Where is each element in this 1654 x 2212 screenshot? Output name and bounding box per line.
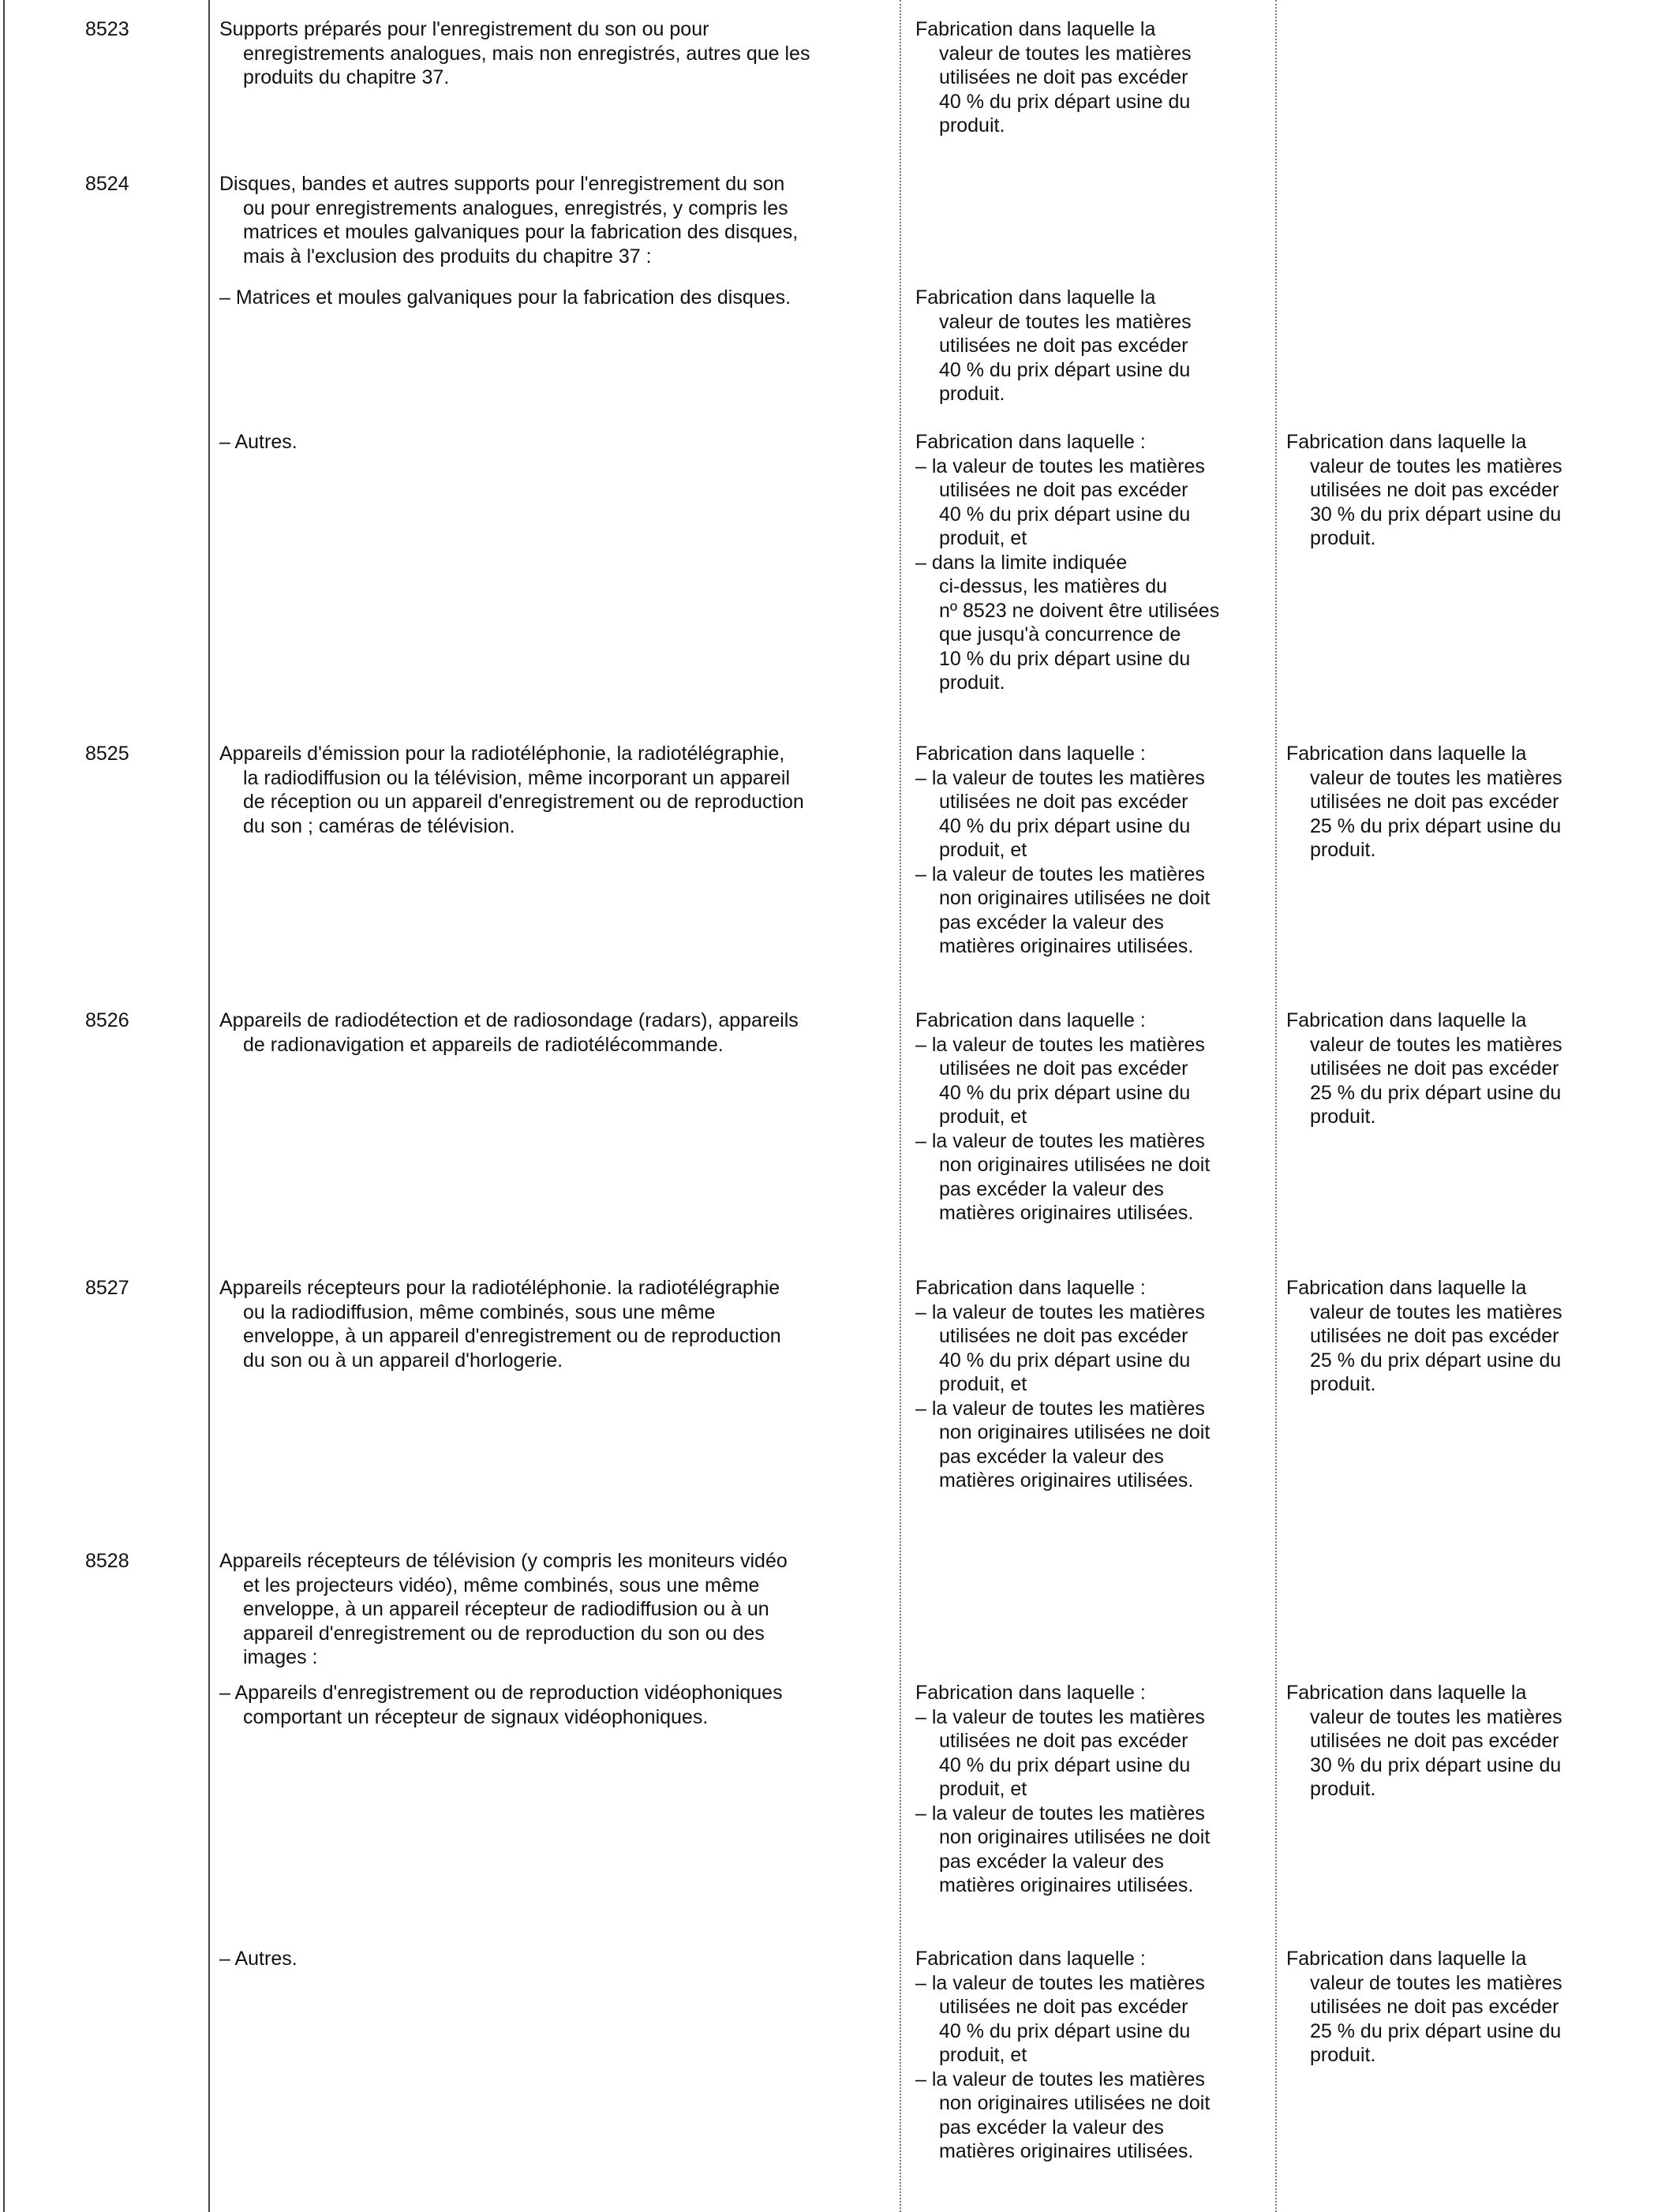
product-description-line: enveloppe, à un appareil récepteur de radiodiffusion ou à un xyxy=(243,1598,769,1620)
rule-column-3-line: non originaires utilisées ne doit xyxy=(939,1154,1211,1176)
rule-column-4-line: 25 % du prix départ usine du xyxy=(1310,1081,1562,1104)
rule-column-3-line: valeur de toutes les matières xyxy=(939,42,1192,65)
rule-column-3-line: produit. xyxy=(939,672,1005,694)
product-description-line: – Matrices et moules galvaniques pour la fabrication des disques. xyxy=(219,286,791,309)
rule-column-3-line: produit, et xyxy=(939,839,1027,861)
column-rule-2 xyxy=(900,0,901,2212)
rule-column-3-line: 40 % du prix départ usine du xyxy=(939,814,1191,837)
product-description-line: – Appareils d'enregistrement ou de reproduction vidéophoniques xyxy=(219,1682,783,1704)
rule-column-4-line: valeur de toutes les matières xyxy=(1310,1033,1562,1056)
rule-column-4-line: utilisées ne doit pas excéder xyxy=(1310,1057,1559,1080)
rule-column-3-line: utilisées ne doit pas excéder xyxy=(939,1996,1188,2018)
rule-column-3-line: – la valeur de toutes les matières xyxy=(915,1397,1205,1420)
rule-column-3-line: matières originaires utilisées. xyxy=(939,1469,1194,1492)
rule-column-4-line: 30 % du prix départ usine du xyxy=(1310,1754,1562,1776)
rule-column-3-line: produit, et xyxy=(939,1373,1027,1395)
rule-column-3-line: matières originaires utilisées. xyxy=(939,2140,1194,2162)
rule-column-3-line: pas excéder la valeur des xyxy=(939,2116,1164,2139)
product-description-line: Appareils d'émission pour la radiotéléphonie, la radiotélégraphie, xyxy=(219,743,785,765)
product-description-line: la radiodiffusion ou la télévision, même incorporant un appareil xyxy=(243,766,791,789)
rule-column-3-line: – la valeur de toutes les matières xyxy=(915,766,1205,789)
rule-column-3-line: produit, et xyxy=(939,1778,1027,1800)
product-description-line: mais à l'exclusion des produits du chapitre 37 : xyxy=(243,245,652,268)
rule-column-3-line: – la valeur de toutes les matières xyxy=(915,1301,1205,1323)
rule-column-3-line: non originaires utilisées ne doit xyxy=(939,2092,1211,2114)
rule-column-4-line: 25 % du prix départ usine du xyxy=(1310,2019,1562,2042)
rule-column-3-line: produit. xyxy=(939,114,1005,137)
rule-column-3-line: 40 % du prix départ usine du xyxy=(939,90,1191,113)
rule-column-3-line: 40 % du prix départ usine du xyxy=(939,358,1191,381)
product-description-line: ou pour enregistrements analogues, enregistrés, y compris les xyxy=(243,196,788,219)
rule-column-4-line: utilisées ne doit pas excéder xyxy=(1310,479,1559,501)
product-description-line: du son ; caméras de télévision. xyxy=(243,814,515,837)
rule-column-4-line: utilisées ne doit pas excéder xyxy=(1310,1996,1559,2018)
rule-column-3-line: produit, et xyxy=(939,2044,1027,2066)
product-description-line: de réception ou un appareil d'enregistrement ou de reproduction xyxy=(243,791,804,813)
rule-column-3-line: – la valeur de toutes les matières xyxy=(915,1705,1205,1728)
heading-code: 8527 xyxy=(85,1277,129,1299)
rule-column-4-line: 25 % du prix départ usine du xyxy=(1310,1349,1562,1372)
rule-column-4-line: Fabrication dans laquelle la xyxy=(1286,1682,1527,1704)
rule-column-3-line: – la valeur de toutes les matières xyxy=(915,1129,1205,1152)
product-description-line: images : xyxy=(243,1646,318,1668)
rule-column-3-line: Fabrication dans laquelle : xyxy=(915,1682,1146,1704)
rule-column-3-line: Fabrication dans laquelle la xyxy=(915,286,1156,309)
rule-column-4-line: 25 % du prix départ usine du xyxy=(1310,814,1562,837)
rule-column-3-line: Fabrication dans laquelle : xyxy=(915,431,1146,453)
product-description-line: ou la radiodiffusion, même combinés, sous une même xyxy=(243,1301,716,1323)
rule-column-3-line: utilisées ne doit pas excéder xyxy=(939,1057,1188,1080)
rule-column-3-line: nº 8523 ne doivent être utilisées xyxy=(939,599,1220,622)
rule-column-4-line: valeur de toutes les matières xyxy=(1310,1705,1562,1728)
column-rule-3 xyxy=(1275,0,1277,2212)
rule-column-3-line: valeur de toutes les matières xyxy=(939,310,1192,333)
rule-column-4-line: valeur de toutes les matières xyxy=(1310,766,1562,789)
product-description-line: appareil d'enregistrement ou de reproduction du son ou des xyxy=(243,1622,765,1645)
rule-column-3-line: utilisées ne doit pas excéder xyxy=(939,335,1188,357)
rule-column-3-line: pas excéder la valeur des xyxy=(939,911,1164,934)
product-description-line: – Autres. xyxy=(219,431,297,453)
rule-column-3-line: Fabrication dans laquelle : xyxy=(915,743,1146,765)
rule-column-4-line: valeur de toutes les matières xyxy=(1310,455,1562,477)
product-description-line: et les projecteurs vidéo), même combinés, sous une même xyxy=(243,1574,760,1596)
rule-column-3-line: 40 % du prix départ usine du xyxy=(939,1081,1191,1104)
rule-column-4-line: produit. xyxy=(1310,1106,1376,1128)
left-border xyxy=(3,0,5,2212)
product-description-line: Disques, bandes et autres supports pour l'enregistrement du son xyxy=(219,173,785,195)
product-description-line: enveloppe, à un appareil d'enregistrement ou de reproduction xyxy=(243,1325,781,1347)
product-description-line: Appareils de radiodétection et de radiosondage (radars), appareils xyxy=(219,1009,799,1031)
rule-column-4-line: Fabrication dans laquelle la xyxy=(1286,1948,1527,1970)
rule-column-4-line: utilisées ne doit pas excéder xyxy=(1310,791,1559,813)
heading-code: 8524 xyxy=(85,173,129,195)
heading-code: 8526 xyxy=(85,1009,129,1031)
rule-column-3-line: – la valeur de toutes les matières xyxy=(915,1802,1205,1825)
rule-column-4-line: Fabrication dans laquelle la xyxy=(1286,1277,1527,1299)
rule-column-4-line: valeur de toutes les matières xyxy=(1310,1971,1562,1994)
rule-column-3-line: – la valeur de toutes les matières xyxy=(915,2068,1205,2090)
rule-column-3-line: utilisées ne doit pas excéder xyxy=(939,1730,1188,1752)
product-description-line: Appareils récepteurs de télévision (y compris les moniteurs vidéo xyxy=(219,1550,788,1572)
product-description-line: Supports préparés pour l'enregistrement du son ou pour xyxy=(219,18,709,40)
rule-column-3-line: – la valeur de toutes les matières xyxy=(915,1033,1205,1056)
product-description-line: comportant un récepteur de signaux vidéophoniques. xyxy=(243,1705,709,1728)
rule-column-4-line: produit. xyxy=(1310,839,1376,861)
rule-column-3-line: 10 % du prix départ usine du xyxy=(939,647,1191,670)
rule-column-3-line: produit, et xyxy=(939,1106,1027,1128)
rule-column-4-line: Fabrication dans laquelle la xyxy=(1286,1009,1527,1031)
column-rule-1 xyxy=(208,0,210,2212)
rule-column-3-line: pas excéder la valeur des xyxy=(939,1445,1164,1468)
rule-column-4-line: produit. xyxy=(1310,1778,1376,1800)
rule-column-4-line: valeur de toutes les matières xyxy=(1310,1301,1562,1323)
rule-column-3-line: Fabrication dans laquelle la xyxy=(915,18,1156,40)
rule-column-3-line: utilisées ne doit pas excéder xyxy=(939,479,1188,501)
rule-column-3-line: ci-dessus, les matières du xyxy=(939,575,1168,597)
product-description-line: – Autres. xyxy=(219,1948,297,1970)
rule-column-3-line: utilisées ne doit pas excéder xyxy=(939,1325,1188,1347)
rule-column-3-line: – la valeur de toutes les matières xyxy=(915,455,1205,477)
heading-code: 8528 xyxy=(85,1550,129,1572)
rule-column-4-line: utilisées ne doit pas excéder xyxy=(1310,1730,1559,1752)
rule-column-3-line: non originaires utilisées ne doit xyxy=(939,1826,1211,1848)
rule-column-3-line: utilisées ne doit pas excéder xyxy=(939,791,1188,813)
rule-column-4-line: produit. xyxy=(1310,2044,1376,2066)
rule-column-3-line: produit, et xyxy=(939,527,1027,549)
rule-column-3-line: 40 % du prix départ usine du xyxy=(939,1349,1191,1372)
rule-column-4-line: utilisées ne doit pas excéder xyxy=(1310,1325,1559,1347)
heading-code: 8525 xyxy=(85,743,129,765)
rule-column-3-line: non originaires utilisées ne doit xyxy=(939,887,1211,909)
rule-column-3-line: pas excéder la valeur des xyxy=(939,1177,1164,1200)
rule-column-3-line: 40 % du prix départ usine du xyxy=(939,1754,1191,1776)
rule-column-3-line: 40 % du prix départ usine du xyxy=(939,503,1191,526)
rule-column-3-line: que jusqu'à concurrence de xyxy=(939,623,1181,646)
rule-column-3-line: – dans la limite indiquée xyxy=(915,551,1128,574)
product-description-line: produits du chapitre 37. xyxy=(243,66,450,88)
product-description-line: enregistrements analogues, mais non enregistrés, autres que les xyxy=(243,42,810,65)
rule-column-4-line: 30 % du prix départ usine du xyxy=(1310,503,1562,526)
rule-column-4-line: Fabrication dans laquelle la xyxy=(1286,743,1527,765)
rule-column-3-line: matières originaires utilisées. xyxy=(939,1202,1194,1224)
rule-column-3-line: Fabrication dans laquelle : xyxy=(915,1948,1146,1970)
heading-code: 8523 xyxy=(85,18,129,40)
rule-column-3-line: utilisées ne doit pas excéder xyxy=(939,66,1188,88)
rule-column-3-line: non originaires utilisées ne doit xyxy=(939,1421,1211,1443)
rule-column-3-line: – la valeur de toutes les matières xyxy=(915,1971,1205,1994)
rule-column-3-line: pas excéder la valeur des xyxy=(939,1850,1164,1873)
product-description-line: Appareils récepteurs pour la radiotéléphonie. la radiotélégraphie xyxy=(219,1277,780,1299)
rule-column-3-line: Fabrication dans laquelle : xyxy=(915,1009,1146,1031)
rule-column-4-line: produit. xyxy=(1310,1373,1376,1395)
rule-column-3-line: Fabrication dans laquelle : xyxy=(915,1277,1146,1299)
rule-column-3-line: matières originaires utilisées. xyxy=(939,1874,1194,1896)
product-description-line: du son ou à un appareil d'horlogerie. xyxy=(243,1349,563,1372)
rule-column-4-line: Fabrication dans laquelle la xyxy=(1286,431,1527,453)
product-description-line: matrices et moules galvaniques pour la fabrication des disques, xyxy=(243,221,799,243)
rule-column-4-line: produit. xyxy=(1310,527,1376,549)
rule-column-3-line: matières originaires utilisées. xyxy=(939,935,1194,957)
rule-column-3-line: 40 % du prix départ usine du xyxy=(939,2019,1191,2042)
rule-column-3-line: – la valeur de toutes les matières xyxy=(915,863,1205,885)
rule-column-3-line: produit. xyxy=(939,383,1005,405)
product-description-line: de radionavigation et appareils de radiotélécommande. xyxy=(243,1033,724,1056)
